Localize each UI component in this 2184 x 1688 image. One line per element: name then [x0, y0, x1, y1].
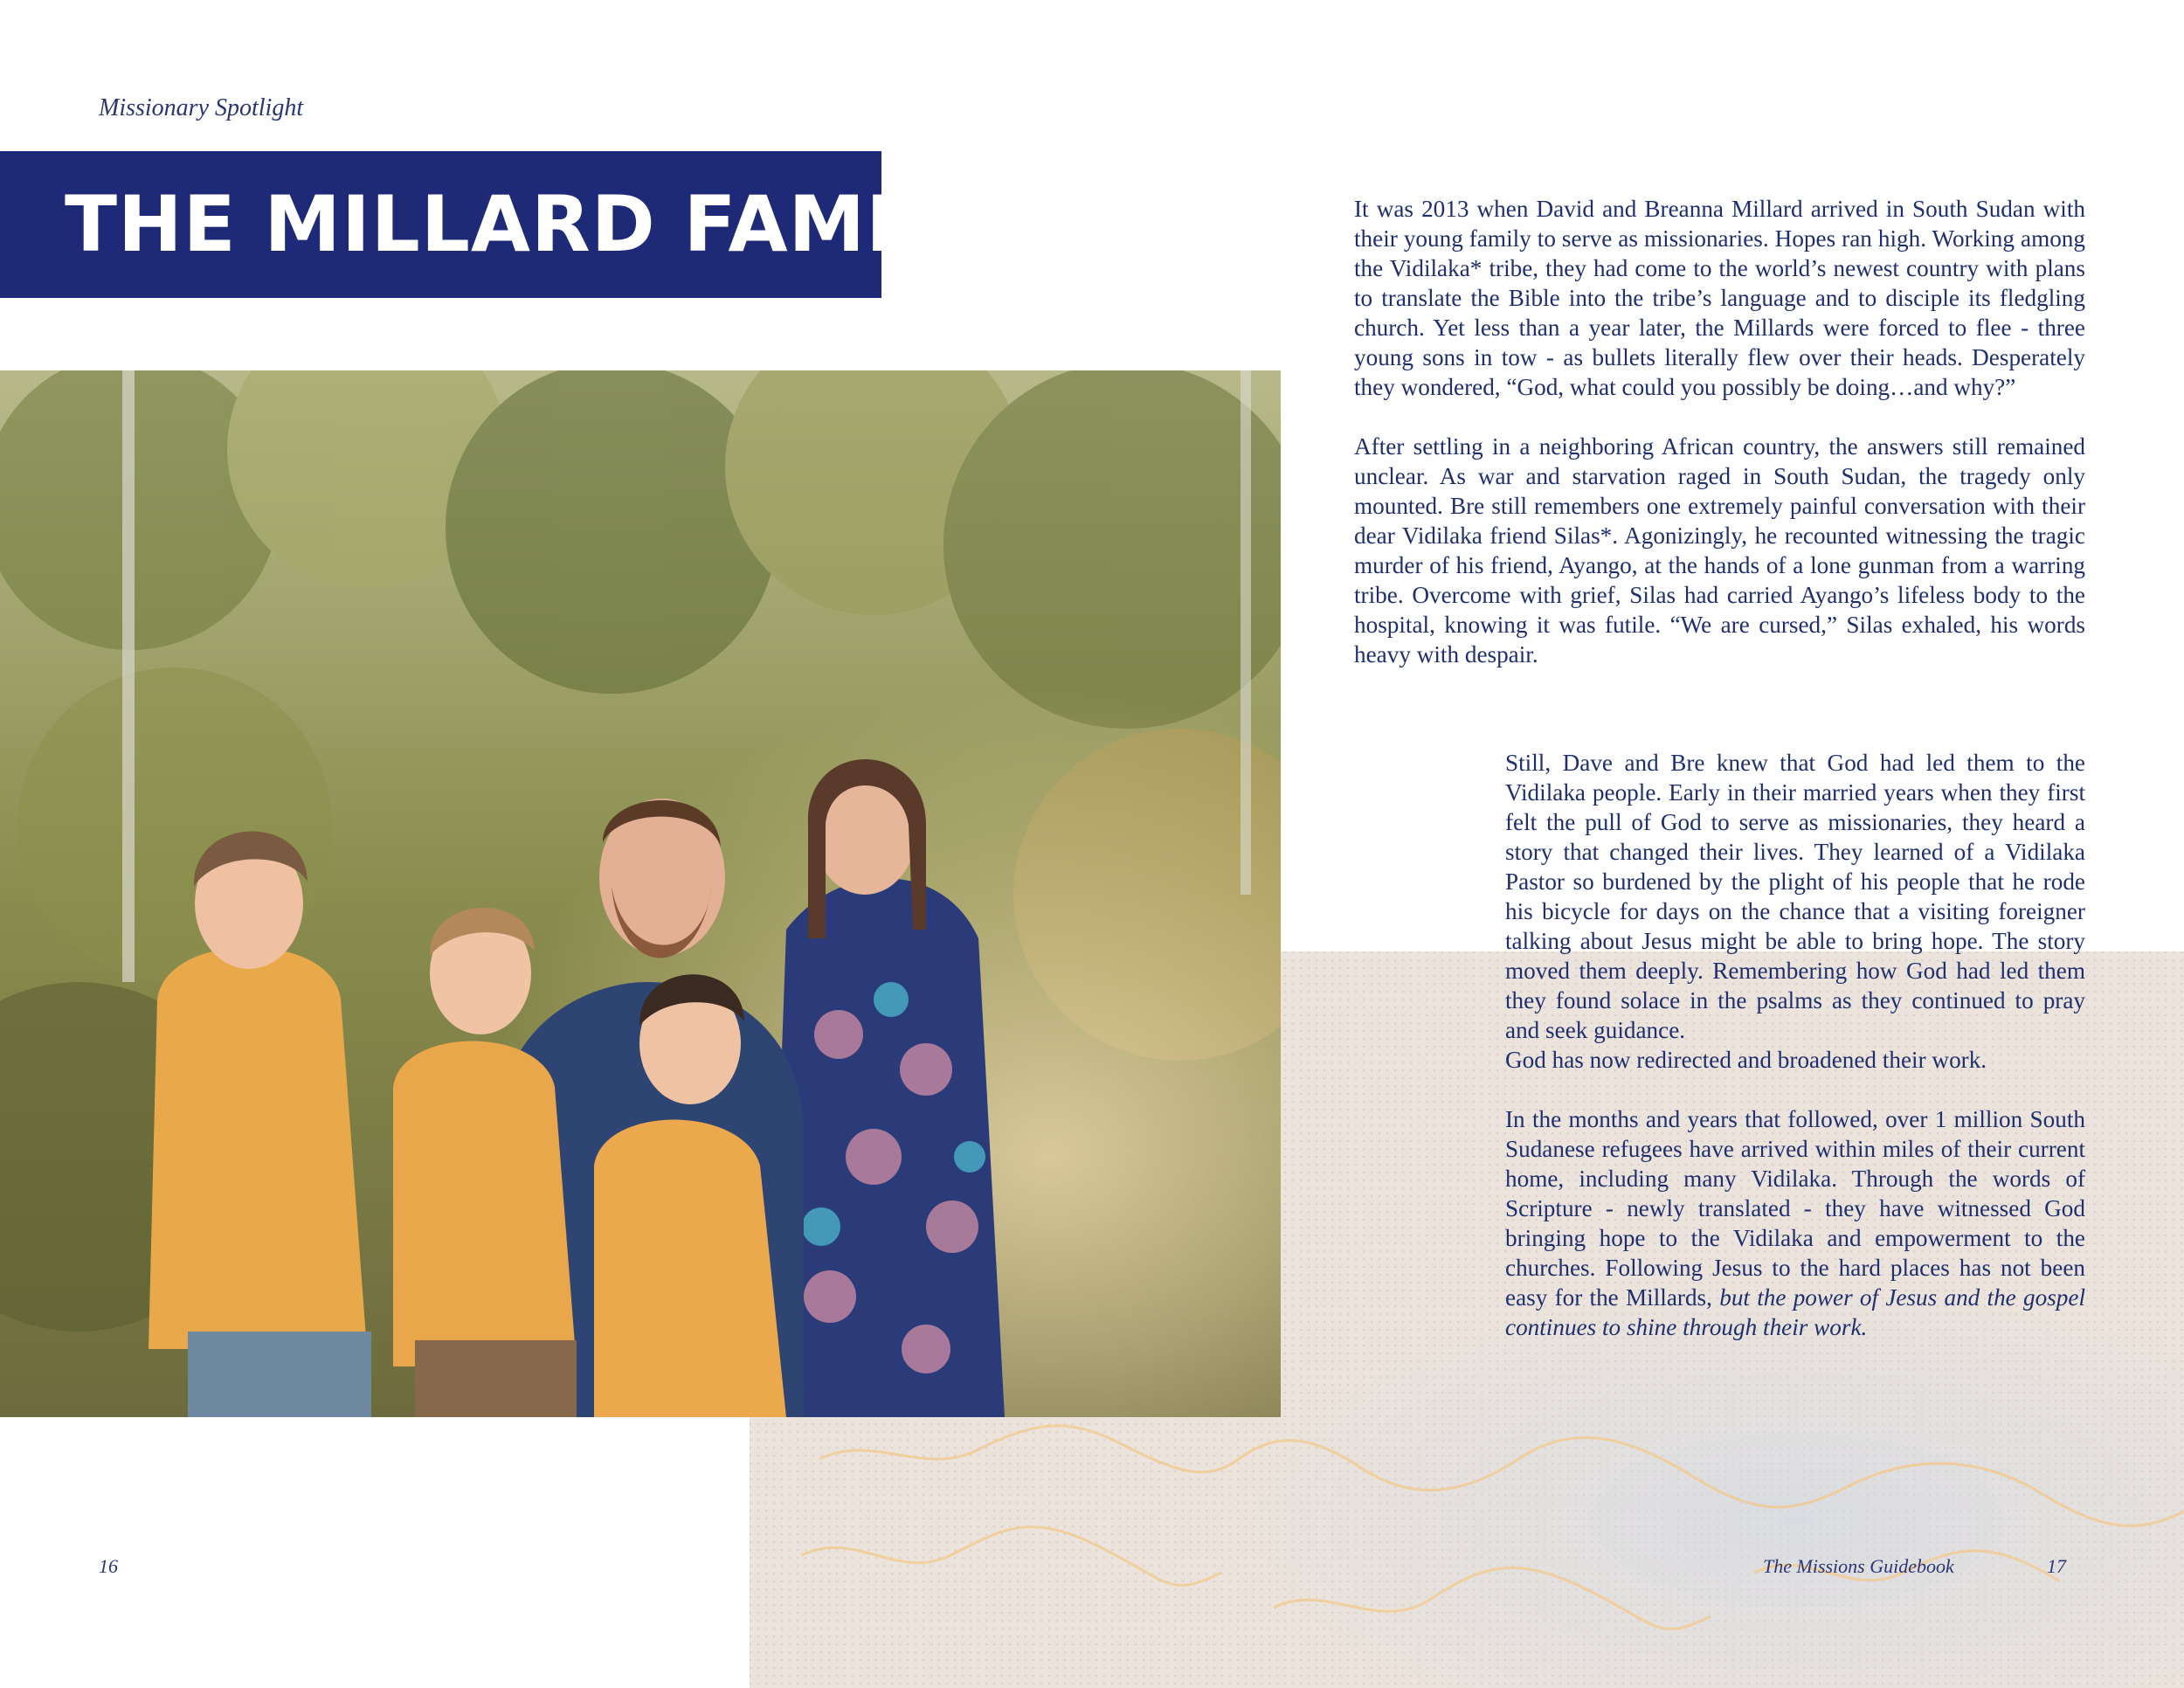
article-column-1 [1354, 194, 2085, 669]
article-text: In the months and years that followed, over 1 million South Sudanese refugees have arrived within miles of their current home, including many Vidilaka. Through the words of Scripture - newly translated - they have witnessed God bringing hope to the Vidilaka and empowerment to the churches. Following Jesus to the hard places has not been easy for the Millards, [1505, 1106, 2085, 1311]
page-title: THE MILLARD FAMILY [65, 179, 990, 269]
world-map-outline [750, 1380, 2184, 1688]
article-italic-text: but the power of Jesus and the gospel continues to shine through their work. [1505, 1284, 2085, 1340]
page-number-left: 16 [99, 1555, 118, 1577]
article-paragraph: God has now redirected and broadened their work. [1505, 1047, 1987, 1073]
publication-name: The Missions Guidebook [1763, 1555, 1954, 1577]
article-paragraph: After settling in a neighboring African country, the answers still remained unclear. As war and starvation raged in South Sudan, the tragedy only mounted. Bre still remembers one extremely painful conversation with their dear Vidilaka friend Silas*. Agonizingly, he recounted witnessing the tragic murder of his friend, Ayango, at the hands of a lone gunman from a warring tribe. Overcome with grief, Silas had carried Ayango’s lifeless body to the hospital, knowing it was futile. “We are cursed,” Silas exhaled, his words heavy with despair. [1354, 433, 2085, 668]
section-kicker: Missionary Spotlight [99, 94, 304, 121]
article-paragraph [1505, 1104, 2085, 1342]
family-photo [0, 370, 1281, 1417]
title-banner [0, 151, 990, 298]
article-column-2 [1505, 748, 2085, 1342]
page-number-right: 17 [2047, 1555, 2066, 1577]
article-paragraph: Still, Dave and Bre knew that God had led them to the Vidilaka people. Early in their married years when they first felt the pull of God to serve as missionaries, they heard a story that changed their lives. They learned of a Vidilaka Pastor so burdened by the plight of his people that he rode his bicycle for days on the chance that a visiting foreigner talking about Jesus might be able to bring hope. The story moved them deeply. Remembering how God had led them they found solace in the psalms as they continued to pray and seek guidance. [1505, 750, 2085, 1043]
article-paragraph: It was 2013 when David and Breanna Millard arrived in South Sudan with their young family to serve as missionaries. Hopes ran high. Working among the Vidilaka* tribe, they had come to the world’s newest country with plans to translate the Bible into the tribe’s language and to disciple its fledgling church. Yet less than a year later, the Millards were forced to flee - three young sons in tow - as bullets literally flew over their heads. Desperately they wondered, “God, what could you possibly be doing…and why?” [1354, 196, 2085, 400]
